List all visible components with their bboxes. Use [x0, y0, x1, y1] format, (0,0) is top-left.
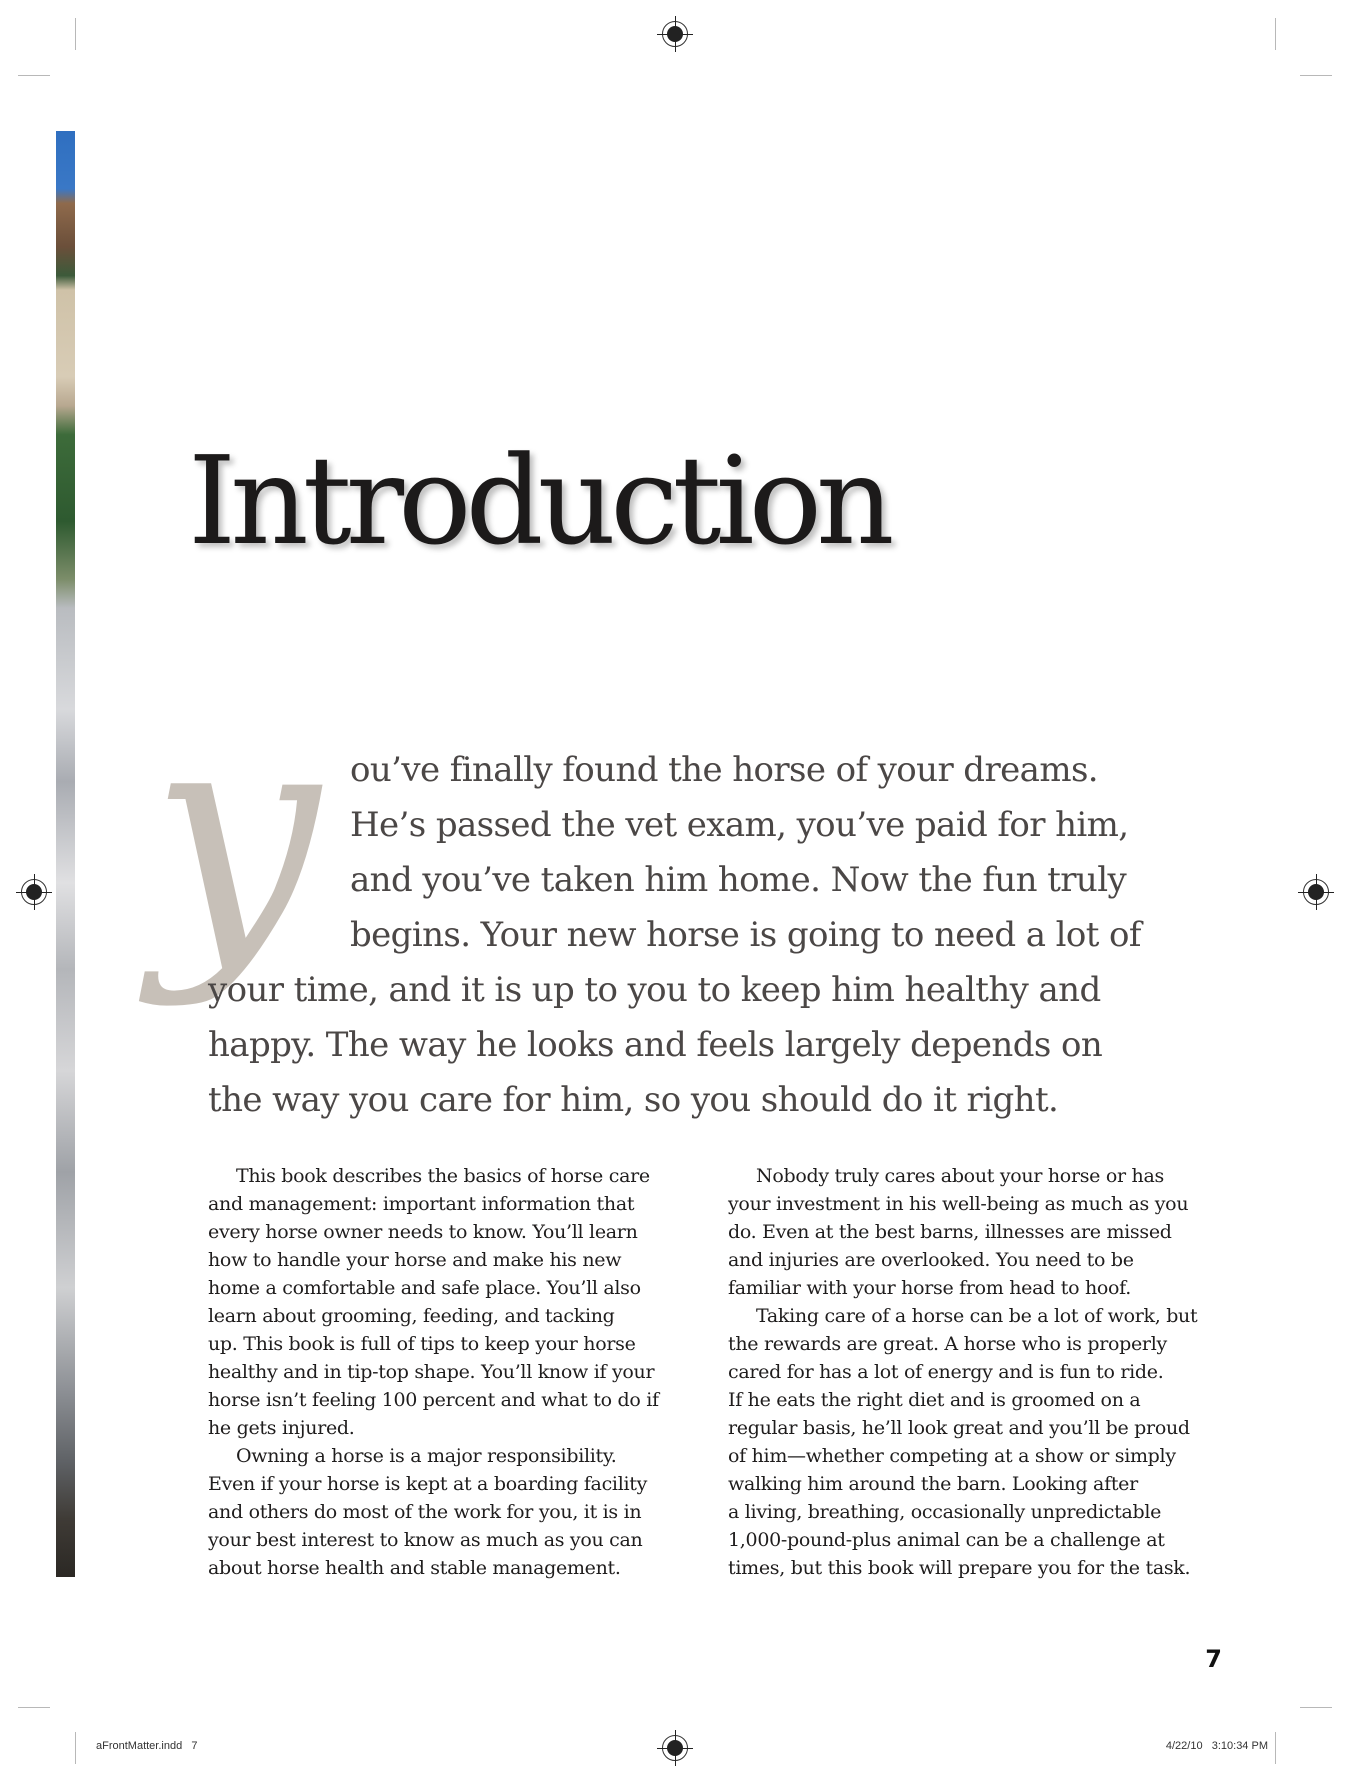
intro-line: and you’ve taken him home. Now the fun truly: [350, 860, 1127, 900]
slug-filename: aFrontMatter.indd 7: [96, 1740, 198, 1752]
intro-line: the way you care for him, so you should do it right.: [208, 1080, 1059, 1120]
body-line: about horse health and stable management.: [208, 1557, 621, 1579]
side-photo-strip: [56, 131, 75, 1577]
body-line: the rewards are great. A horse who is properly: [728, 1333, 1167, 1355]
slug-timestamp: 4/22/10 3:10:34 PM: [1165, 1740, 1268, 1752]
body-column-left: [208, 1162, 688, 1582]
body-line: home a comfortable and safe place. You’ll also: [208, 1277, 641, 1299]
body-line: walking him around the barn. Looking after: [728, 1473, 1138, 1495]
intro-line: happy. The way he looks and feels largely depends on: [208, 1025, 1103, 1065]
intro-line: He’s passed the vet exam, you’ve paid for him,: [350, 805, 1129, 845]
crop-mark-bottom-left-horizontal: [18, 1707, 50, 1708]
crop-mark-top-right-horizontal: [1300, 75, 1332, 76]
body-line: every horse owner needs to know. You’ll learn: [208, 1221, 638, 1243]
intro-line: begins. Your new horse is going to need a lot of: [350, 915, 1141, 955]
drop-cap: y: [150, 661, 320, 1010]
body-line: up. This book is full of tips to keep your horse: [208, 1333, 636, 1355]
body-line: healthy and in tip-top shape. You’ll know if your: [208, 1361, 655, 1383]
body-line: horse isn’t feeling 100 percent and what to do if: [208, 1389, 659, 1411]
body-line: your best interest to know as much as you can: [208, 1529, 643, 1551]
body-line: your investment in his well-being as much as you: [728, 1193, 1189, 1215]
body-line: Even if your horse is kept at a boarding facility: [208, 1473, 648, 1495]
crop-mark-bottom-right-vertical: [1275, 1732, 1276, 1764]
body-line: and injuries are overlooked. You need to be: [728, 1249, 1134, 1271]
body-line: how to handle your horse and make his new: [208, 1249, 622, 1271]
crop-mark-top-right-vertical: [1275, 18, 1276, 50]
body-line: he gets injured.: [208, 1417, 355, 1439]
body-column-right: [728, 1162, 1208, 1582]
body-line: do. Even at the best barns, illnesses are missed: [728, 1221, 1172, 1243]
body-line: learn about grooming, feeding, and tacking: [208, 1305, 615, 1327]
registration-mark-top-icon: [662, 21, 688, 47]
crop-mark-top-left-vertical: [75, 18, 76, 50]
registration-mark-right-icon: [1303, 879, 1329, 905]
body-line: 1,000-pound-plus animal can be a challenge at: [728, 1529, 1165, 1551]
body-line: and management: important information that: [208, 1193, 635, 1215]
page-title: Introduction: [188, 430, 889, 572]
registration-mark-left-icon: [21, 879, 47, 905]
page-number: 7: [1205, 1645, 1222, 1673]
crop-mark-bottom-left-vertical: [75, 1732, 76, 1764]
registration-mark-bottom-icon: [662, 1735, 688, 1761]
body-line: times, but this book will prepare you for the task.: [728, 1557, 1191, 1579]
body-line: of him—whether competing at a show or simply: [728, 1445, 1176, 1467]
body-line: and others do most of the work for you, it is in: [208, 1501, 642, 1523]
body-line: cared for has a lot of energy and is fun to ride.: [728, 1361, 1164, 1383]
intro-line: ou’ve finally found the horse of your dreams.: [350, 750, 1099, 790]
crop-mark-bottom-right-horizontal: [1300, 1707, 1332, 1708]
intro-line: your time, and it is up to you to keep him healthy and: [208, 970, 1101, 1010]
body-line: familiar with your horse from head to hoof.: [728, 1277, 1131, 1299]
body-line: If he eats the right diet and is groomed on a: [728, 1389, 1141, 1411]
body-line: This book describes the basics of horse care: [236, 1165, 650, 1187]
body-line: Owning a horse is a major responsibility.: [236, 1445, 617, 1467]
body-line: regular basis, he’ll look great and you’ll be proud: [728, 1417, 1190, 1439]
body-line: Nobody truly cares about your horse or has: [756, 1165, 1164, 1187]
body-line: Taking care of a horse can be a lot of work, but: [756, 1305, 1198, 1327]
crop-mark-top-left-horizontal: [18, 75, 50, 76]
body-line: a living, breathing, occasionally unpredictable: [728, 1501, 1162, 1523]
